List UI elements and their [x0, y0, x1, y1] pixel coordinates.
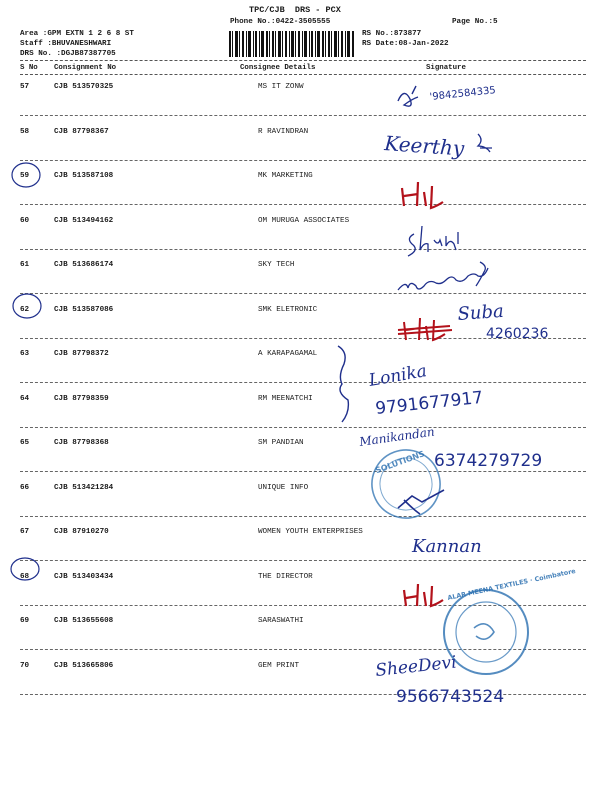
- row-consignee: OM MURUGA ASSOCIATES: [258, 216, 350, 225]
- row-circle-62: [13, 294, 41, 318]
- signature-row-60: [408, 226, 458, 256]
- signature-row-61: [398, 262, 488, 290]
- row-sno: 59: [20, 172, 30, 180]
- staff-label: Staff :BHUVANESHWARI: [20, 40, 112, 48]
- row-sno: 57: [20, 83, 30, 91]
- stamp-alar-meena-textiles: [444, 567, 577, 674]
- row-consignment-no: CJB 513686174: [54, 261, 114, 269]
- row-sno: 70: [20, 661, 30, 670]
- area-label: Area :GPM EXTN 1 2 6 8 ST: [20, 30, 134, 38]
- handwriting-row-65-name: Manikandan: [358, 424, 436, 449]
- row-consignment-no: CJB 87798372: [54, 350, 109, 358]
- row-consignment-no: CJB 513665806: [54, 661, 114, 670]
- row-consignee: SKY TECH: [258, 261, 295, 269]
- handwriting-row-64: 9791677917: [374, 387, 485, 419]
- row-consignment-no: CJB 513494162: [54, 216, 114, 225]
- row-consignment-no: CJB 87798368: [54, 439, 109, 447]
- row-consignee: SMK ELETRONIC: [258, 305, 318, 314]
- row-consignment-no: CJB 513403434: [54, 572, 114, 581]
- row-consignment-no: CJB 513421284: [54, 483, 114, 492]
- row-sno: 62: [20, 305, 30, 314]
- row-consignee: R RAVINDRAN: [258, 127, 309, 136]
- handwriting-row-62-number: 4260236: [486, 326, 549, 342]
- drs-number: DRS No. :DGJB87387705: [20, 50, 116, 58]
- signature-row-57: [398, 86, 418, 106]
- handwriting-row-62-name: Suba: [456, 300, 505, 325]
- row-sno: 66: [20, 483, 30, 492]
- column-consignment: Consignment No: [54, 64, 117, 72]
- row-sno: 60: [20, 216, 30, 225]
- brace-rows-63-64: [338, 346, 348, 422]
- signature-row-62-struck: [398, 318, 452, 340]
- row-consignment-no: CJB 513587108: [54, 172, 114, 180]
- stamp-alar-meena-text: ALAR MEENA TEXTILES · Coimbatore: [446, 566, 577, 602]
- row-consignment-no: CJB 513655608: [54, 617, 114, 625]
- row-consignee: UNIQUE INFO: [258, 483, 309, 492]
- phone-number: Phone No.:0422-3505555: [230, 18, 331, 26]
- handwriting-row-65-number: 6374279729: [434, 451, 543, 471]
- row-sno: 69: [20, 617, 30, 625]
- row-consignment-no: CJB 513570325: [54, 83, 114, 91]
- handwriting-row-67: Kannan: [412, 536, 482, 557]
- row-consignee: RM MEENATCHI: [258, 394, 313, 403]
- handwriting-row-57: '9842584335: [429, 85, 497, 103]
- row-consignment-no: CJB 87910270: [54, 528, 109, 536]
- row-consignment-no: CJB 87798359: [54, 394, 109, 403]
- stamp-solutions-text: SOLUTIONS: [374, 449, 426, 476]
- row-consignment-no: CJB 513587086: [54, 305, 114, 314]
- handwriting-row-70-name: SheeDevi: [374, 652, 458, 681]
- row-consignee: A KARAPAGAMAL: [258, 350, 318, 358]
- row-sno: 61: [20, 261, 30, 269]
- row-sno: 65: [20, 439, 30, 447]
- row-consignee: SARASWATHI: [258, 617, 304, 625]
- row-sno: 68: [20, 572, 30, 581]
- handwriting-row-70-number: 9566743524: [396, 687, 505, 707]
- document-title: TPC/CJB DRS - PCX: [249, 5, 341, 15]
- row-consignee: SM PANDIAN: [258, 439, 304, 447]
- rs-date: RS Date:08-Jan-2022: [362, 40, 449, 48]
- signature-row-59: [402, 182, 443, 208]
- signature-row-68: [404, 584, 443, 606]
- handwriting-row-58: Keerthy: [383, 131, 465, 161]
- row-consignment-no: CJB 87798367: [54, 127, 109, 136]
- page-number: Page No.:5: [452, 18, 498, 26]
- row-circle-68: [11, 558, 39, 580]
- row-consignee: THE DIRECTOR: [258, 572, 313, 581]
- row-sno: 58: [20, 127, 30, 136]
- row-circle-59: [12, 163, 40, 187]
- row-consignee: MK MARKETING: [258, 172, 313, 180]
- row-sno: 67: [20, 528, 30, 536]
- row-consignee: GEM PRINT: [258, 661, 300, 670]
- row-consignee: MS IT ZONW: [258, 83, 304, 91]
- handwriting-row-63: Lonika: [367, 361, 429, 391]
- rs-number: RS No.:873877: [362, 30, 422, 38]
- column-consignee: Consignee Details: [240, 64, 316, 72]
- signature-row-58-mark: [478, 134, 492, 152]
- column-signature: Signature: [426, 64, 466, 72]
- row-sno: 64: [20, 394, 30, 403]
- row-sno: 63: [20, 350, 30, 358]
- column-sno: S No: [20, 64, 38, 72]
- row-consignee: WOMEN YOUTH ENTERPRISES: [258, 528, 363, 536]
